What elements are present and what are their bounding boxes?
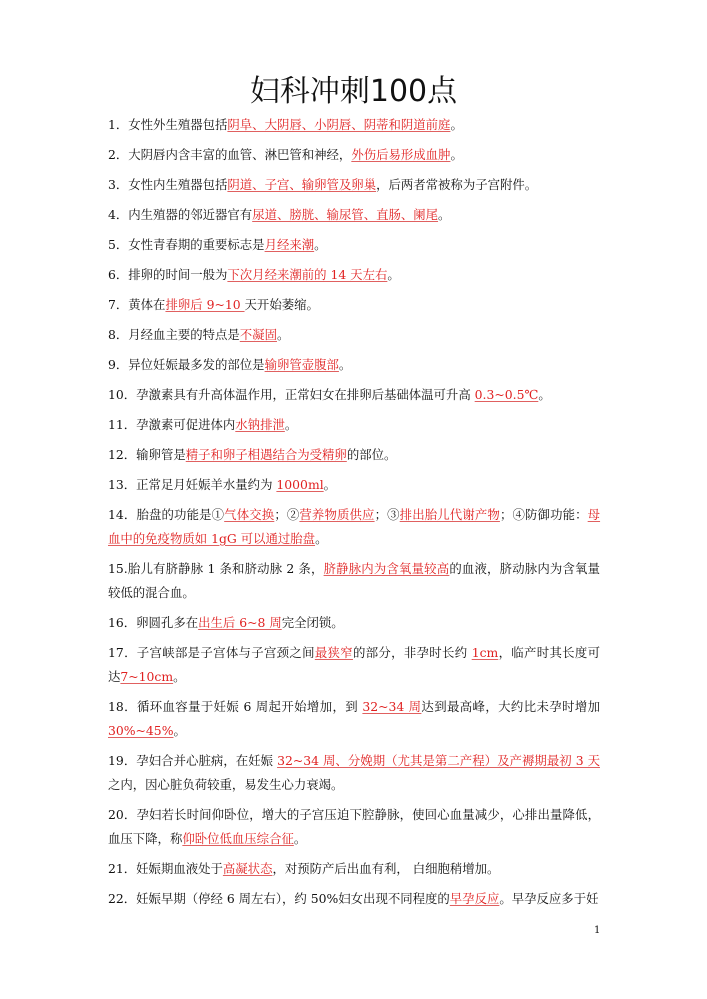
highlighted-answer: 32~34 周 (362, 699, 422, 714)
point-text: ；② (274, 507, 300, 522)
point-text: ，临产时其长度可达 (108, 645, 600, 684)
highlighted-answer: 营养物质供应 (299, 507, 375, 522)
point-text: 。早孕反应多于妊 (499, 891, 599, 906)
point-text: 19．孕妇合并心脏病，在妊娠 (108, 753, 278, 768)
highlighted-answer: 7~10cm (120, 669, 174, 684)
highlighted-answer: 1cm (471, 645, 499, 660)
highlighted-answer: 尿道、膀胱、输尿管、直肠、阑尾 (252, 207, 439, 222)
point-text: 完全闭锁。 (281, 615, 344, 630)
point-text: 6．排卵的时间一般为 (108, 267, 228, 282)
point-text: 2．大阴唇内含丰富的血管、淋巴管和神经， (108, 147, 352, 162)
point-text: 。 (293, 831, 307, 846)
point-text: 7．黄体在 (108, 297, 166, 312)
point-text: 之内，因心脏负荷较重，易发生心力衰竭。 (108, 777, 344, 792)
point-text: 12．输卵管是 (108, 447, 186, 462)
point-text: 。 (450, 147, 463, 162)
point-text: 。 (314, 237, 327, 252)
point-text: ，对预防产后出血有利， 白细胞稍增加。 (272, 861, 500, 876)
point-text: 21．妊娠期血液处于 (108, 861, 223, 876)
point-text: 。 (276, 327, 290, 342)
highlighted-answer: 输卵管壶腹部 (264, 357, 339, 372)
highlighted-answer: 高凝状态 (222, 861, 273, 876)
point-text: ，后两者常被称为子宫附件。 (376, 177, 538, 192)
point-text: 天开始萎缩。 (244, 297, 319, 312)
study-point-12 (108, 443, 600, 467)
point-text: 。 (323, 477, 337, 492)
point-text: 20．孕妇若长时间仰卧位，增大的子宫压迫下腔静脉，使回心血量减少，心排出量降低，血压下降，称 (108, 807, 600, 846)
highlighted-answer: 排出胎儿代谢产物 (399, 507, 500, 522)
point-text: 5．女性青春期的重要标志是 (108, 237, 265, 252)
point-text: ；④防御功能： (499, 507, 588, 522)
point-text: 的部分，非孕时长约 (352, 645, 472, 660)
point-text: 18．循环血容量于妊娠 6 周起开始增加，到 (108, 699, 363, 714)
highlighted-answer: 母血中的免疫物质如 1gG 可以通过胎盘 (108, 507, 601, 546)
highlighted-answer: 排卵后 9~10 (165, 297, 245, 312)
point-text: 。 (284, 417, 298, 432)
point-text: 11．孕激素可促进体内 (108, 417, 236, 432)
point-text: 。 (450, 117, 463, 132)
highlighted-answer: 30%~45% (108, 723, 174, 738)
highlighted-answer: 下次月经来潮前的 14 天左右 (227, 267, 388, 282)
study-point-18 (108, 695, 600, 743)
point-text: 1．女性外生殖器包括 (108, 117, 228, 132)
highlighted-answer: 阴道、子宫、输卵管及卵巢 (227, 177, 377, 192)
study-point-11 (108, 413, 600, 437)
highlighted-answer: 月经来潮 (264, 237, 315, 252)
point-text: 。 (538, 387, 551, 402)
study-point-22 (108, 887, 600, 911)
point-text: 22．妊娠早期（停经 6 周左右），约 50%妇女出现不同程度的 (108, 891, 450, 906)
study-points-list (108, 113, 600, 917)
point-text: 10．孕激素具有升高体温作用，正常妇女在排卵后基础体温可升高 (108, 387, 475, 402)
point-text: 的部位。 (346, 447, 397, 462)
study-point-19 (108, 749, 600, 797)
point-text: 13．正常足月妊娠羊水量约为 (108, 477, 277, 492)
study-point-6 (108, 263, 600, 287)
point-text: 。 (438, 207, 451, 222)
study-point-16 (108, 611, 600, 635)
point-text: 14．胎盘的功能是① (108, 507, 225, 522)
study-point-17 (108, 641, 600, 689)
document-title: 妇科冲刺100点 (249, 74, 458, 109)
highlighted-answer: 最狭窄 (314, 645, 353, 660)
page-number: 1 (594, 925, 601, 936)
highlighted-answer: 精子和卵子相遇结合为受精卵 (185, 447, 347, 462)
highlighted-answer: 气体交换 (224, 507, 275, 522)
highlighted-answer: 阴阜、大阴唇、小阴唇、阴蒂和阴道前庭 (227, 117, 451, 132)
point-text: 16．卵圆孔多在 (108, 615, 199, 630)
highlighted-answer: 32~34 周、分娩期（尤其是第二产程）及产褥期最初 3 天 (277, 753, 600, 768)
point-text: 达到最高峰，大约比未孕时增加 (421, 699, 601, 714)
study-point-3 (108, 173, 600, 197)
study-point-4 (108, 203, 600, 227)
study-point-2 (108, 143, 600, 167)
study-point-7 (108, 293, 600, 317)
study-point-9 (108, 353, 600, 377)
highlighted-answer: 早孕反应 (449, 891, 500, 906)
study-point-15 (108, 557, 600, 605)
point-text: 。 (173, 723, 186, 738)
point-text: 4．内生殖器的邻近器官有 (108, 207, 253, 222)
highlighted-answer: 出生后 6~8 周 (198, 615, 282, 630)
study-point-10 (108, 383, 600, 407)
highlighted-answer: 0.3~0.5℃ (474, 387, 539, 402)
highlighted-answer: 不凝固 (239, 327, 277, 342)
point-text: 3．女性内生殖器包括 (108, 177, 228, 192)
study-point-21 (108, 857, 600, 881)
point-text: 9．异位妊娠最多发的部位是 (108, 357, 265, 372)
point-text: 。 (338, 357, 352, 372)
point-text: 。 (387, 267, 400, 282)
study-point-5 (108, 233, 600, 257)
highlighted-answer: 外伤后易形成血肿 (351, 147, 451, 162)
point-text: 17．子宫峡部是子宫体与子宫颈之间 (108, 645, 315, 660)
study-point-1 (108, 113, 600, 137)
study-point-8 (108, 323, 600, 347)
point-text: 。 (315, 531, 328, 546)
highlighted-answer: 脐静脉内为含氧量较高 (323, 561, 450, 576)
point-text: 8．月经血主要的特点是 (108, 327, 240, 342)
point-text: 15.胎儿有脐静脉 1 条和脐动脉 2 条， (108, 561, 324, 576)
point-text: 的血液，脐动脉内为含氧量较低的混合血。 (108, 561, 601, 600)
point-text: 。 (173, 669, 186, 684)
study-point-13 (108, 473, 600, 497)
point-text: ；③ (374, 507, 400, 522)
highlighted-answer: 仰卧位低血压综合征 (182, 831, 294, 846)
highlighted-answer: 1000ml (276, 477, 324, 492)
highlighted-answer: 水钠排泄 (235, 417, 285, 432)
study-point-20 (108, 803, 600, 851)
study-point-14 (108, 503, 600, 551)
